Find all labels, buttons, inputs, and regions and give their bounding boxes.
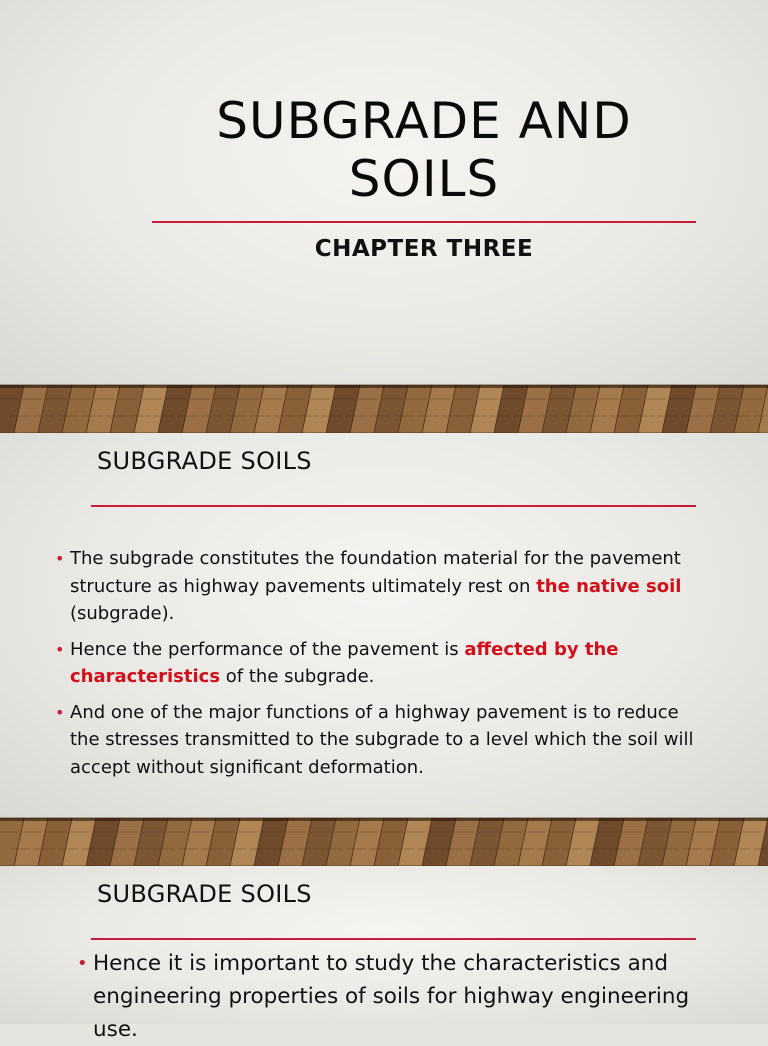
bullet-list bbox=[55, 545, 695, 789]
bullet-icon: • bbox=[55, 549, 65, 568]
bullet-text: Hence the performance of the pavement is bbox=[70, 638, 465, 660]
slide-subtitle: CHAPTER THREE bbox=[314, 236, 534, 262]
bullet-item bbox=[55, 636, 695, 691]
bullet-text-end: (subgrade). bbox=[70, 603, 175, 624]
slide-heading: SUBGRADE SOILS bbox=[97, 447, 312, 475]
heading-divider bbox=[91, 938, 696, 940]
bullet-list bbox=[77, 947, 717, 1046]
bullet-item bbox=[55, 699, 695, 782]
bullet-highlight: the native soil bbox=[536, 575, 682, 597]
bullet-text: The subgrade constitutes the foundation material for the pavement structure as highway pavements ultimately rest on bbox=[70, 548, 681, 597]
wood-floor-texture bbox=[0, 385, 768, 433]
wood-floor-separator bbox=[0, 818, 768, 866]
title-slide bbox=[0, 0, 768, 385]
wood-floor-texture bbox=[0, 818, 768, 866]
bullet-highlight: affected by the characteristics bbox=[70, 638, 619, 687]
title-divider bbox=[152, 221, 696, 223]
bullet-text-end: of the subgrade. bbox=[220, 666, 375, 687]
bullet-item bbox=[55, 545, 695, 628]
heading-divider bbox=[91, 505, 696, 507]
bullet-text: Hence it is important to study the characteristics and engineering properties of soils for highway engineering use. bbox=[93, 951, 690, 1042]
content-slide bbox=[0, 433, 768, 818]
slide-title: SUBGRADE AND SOILS bbox=[216, 92, 632, 208]
bullet-text: And one of the major functions of a highway pavement is to reduce the stresses transmitted to the subgrade to a level which the soil will accept without significant deformation. bbox=[70, 701, 694, 778]
slide-heading: SUBGRADE SOILS bbox=[97, 880, 312, 908]
bullet-icon: • bbox=[55, 702, 65, 722]
wood-floor-separator bbox=[0, 385, 768, 433]
content-slide bbox=[0, 866, 768, 1042]
bullet-icon: • bbox=[55, 639, 65, 659]
bullet-icon: • bbox=[77, 953, 88, 974]
bullet-item bbox=[77, 947, 717, 1046]
